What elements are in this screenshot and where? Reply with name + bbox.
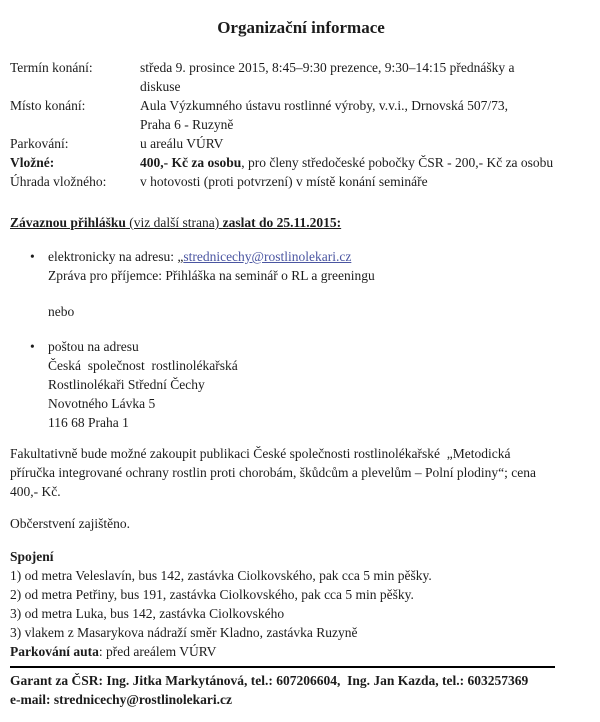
info-row-parkovani (10, 134, 592, 153)
info-label-termin: Termín konání: (10, 60, 93, 75)
bullet-post (10, 337, 592, 432)
fee-detail: , pro členy středočeské pobočky ČSR - 200,- Kč za osobu (241, 155, 554, 170)
parking-info (10, 642, 592, 661)
connection-route: 1) od metra Veleslavín, bus 142, zastávka Ciolkovského, pak cca 5 min pěšky. (10, 568, 432, 583)
postal-line: Novotného Lávka 5 (48, 396, 156, 411)
publication-line: 400,- Kč. (10, 484, 61, 499)
info-value-line: středa 9. prosince 2015, 8:45–9:30 prezence, 9:30–14:15 přednášky a (140, 60, 515, 75)
connection-route: 3) od metra Luka, bus 142, zastávka Ciolkovského (10, 606, 285, 621)
info-label-vlozne: Vložné: (10, 155, 55, 170)
email-line (48, 247, 592, 266)
bullet-post-content (48, 337, 592, 432)
connection-route: 2) od metra Petřiny, bus 191, zastávka Ciolkovského, pak cca 5 min pěšky. (10, 587, 414, 602)
email-link[interactable]: strednicechy@rostlinolekari.cz (183, 249, 352, 264)
info-row-misto (10, 96, 592, 134)
fee-amount: 400,- Kč za osobu (140, 155, 242, 170)
footer-guarantor-line: Garant za ČSR: Ing. Jitka Markytánová, tel.: 607206604, Ing. Jan Kazda, tel.: 603257369 (10, 673, 529, 688)
connections-section (10, 547, 592, 661)
application-heading-bold-2: zaslat do 25.11.2015: (222, 215, 342, 230)
application-heading (10, 213, 592, 232)
connections-heading: Spojení (10, 549, 54, 564)
bullet-email (10, 247, 592, 321)
parking-value: : před areálem VÚRV (98, 644, 217, 659)
info-value-uhrada (140, 172, 592, 191)
footer (10, 666, 592, 709)
email-prefix: elektronicky na adresu: (48, 249, 178, 264)
footer-divider (10, 666, 555, 668)
refreshments-text: Občerstvení zajištěno. (10, 516, 130, 531)
info-value-parkovani (140, 134, 592, 153)
info-value-line: Aula Výzkumného ústavu rostlinné výroby, v.v.i., Drnovská 507/73, (140, 98, 508, 113)
info-value-line: diskuse (140, 79, 181, 94)
postal-line: poštou na adresu (48, 339, 139, 354)
bullet-icon: • (30, 249, 35, 264)
postal-line: Rostlinolékaři Střední Čechy (48, 377, 205, 392)
info-value-line (140, 153, 592, 172)
bullet-email-content (48, 247, 592, 321)
info-value-line: Praha 6 - Ruzyně (140, 117, 234, 132)
connection-route: 3) vlakem z Masarykova nádraží směr Kladno, zastávka Ruzyně (10, 625, 358, 640)
info-label-misto: Místo konání: (10, 98, 86, 113)
email-subject-line: Zpráva pro příjemce: Přihláška na seminář o RL a greeningu (48, 268, 375, 283)
application-heading-regular: (viz další strana) (125, 215, 223, 230)
postal-line: 116 68 Praha 1 (48, 415, 129, 430)
info-label-parkovani: Parkování: (10, 136, 69, 151)
postal-line: Česká společnost rostlinolékařská (48, 358, 238, 373)
parking-label: Parkování auta (10, 644, 99, 659)
info-value-line: v hotovosti (proti potvrzení) v místě konání semináře (140, 174, 428, 189)
footer-email-line: e-mail: strednicechy@rostlinolekari.cz (10, 692, 233, 707)
publication-paragraph (10, 444, 592, 501)
info-value-termin (140, 58, 592, 96)
separator-nebo: nebo (48, 304, 75, 319)
info-table (10, 58, 592, 191)
bullet-icon: • (30, 339, 35, 354)
application-heading-bold-1: Závaznou přihlášku (10, 215, 126, 230)
email-open-quote: „ (177, 249, 184, 264)
info-row-vlozne (10, 153, 592, 172)
page-title: Organizační informace (217, 18, 385, 37)
publication-line: příručka integrované ochrany rostlin proti chorobám, škůdcům a plevelům – Polní plodiny“; cena (10, 465, 536, 480)
publication-line: Fakultativně bude možné zakoupit publikaci České společnosti rostlinolékařské „Metodická (10, 446, 511, 461)
info-row-uhrada (10, 172, 592, 191)
info-row-termin (10, 58, 592, 96)
info-value-line: u areálu VÚRV (140, 136, 224, 151)
info-value-misto (140, 96, 592, 134)
info-value-vlozne (140, 153, 592, 172)
info-label-uhrada: Úhrada vložného: (10, 174, 107, 189)
